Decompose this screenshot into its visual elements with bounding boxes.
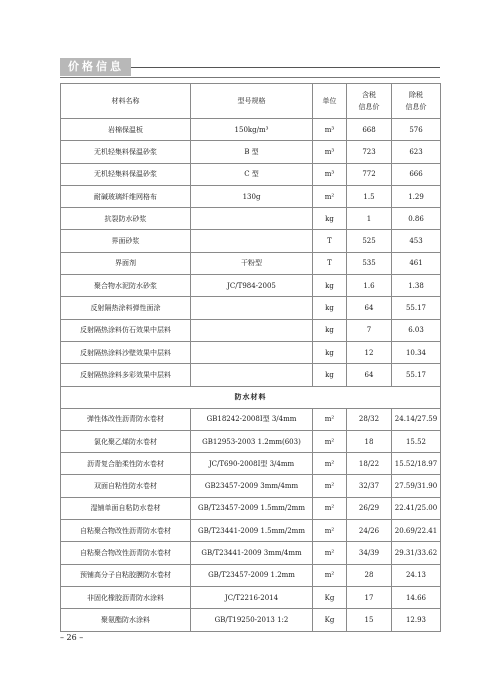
cell-notax-price: 12.93 (392, 609, 441, 631)
cell-spec (191, 208, 313, 230)
header-notax-line1: 除税 (409, 91, 423, 99)
cell-name: 弹性体改性沥青防水卷材 (61, 408, 191, 430)
cell-notax-price: 27.59/31.90 (392, 475, 441, 497)
cell-notax-price: 55.17 (392, 364, 441, 386)
cell-unit: T (313, 252, 347, 274)
price-table (60, 83, 441, 632)
cell-name: 非固化橡胶沥青防水涂料 (61, 586, 191, 608)
cell-name: 界面剂 (61, 252, 191, 274)
cell-notax-price: 576 (392, 119, 441, 141)
cell-unit: kg (313, 275, 347, 297)
table-row (61, 141, 441, 163)
table-row (61, 609, 441, 631)
cell-tax-price: 64 (347, 297, 392, 319)
cell-tax-price: 1.5 (347, 185, 392, 207)
table-row (61, 497, 441, 519)
table-row (61, 185, 441, 207)
table-row (61, 520, 441, 542)
table-row (61, 341, 441, 363)
cell-name: 自粘聚合物改性沥青防水卷材 (61, 542, 191, 564)
cell-name: 岩棉保温板 (61, 119, 191, 141)
table-row (61, 475, 441, 497)
cell-unit: kg (313, 297, 347, 319)
header-unit: 单位 (313, 84, 347, 119)
cell-name: 无机轻集料保温砂浆 (61, 163, 191, 185)
table-row (61, 275, 441, 297)
cell-tax-price: 668 (347, 119, 392, 141)
cell-notax-price: 453 (392, 230, 441, 252)
cell-notax-price: 10.34 (392, 341, 441, 363)
cell-name: 聚合物水泥防水砂浆 (61, 275, 191, 297)
cell-notax-price: 29.31/33.62 (392, 542, 441, 564)
cell-unit: kg (313, 364, 347, 386)
cell-notax-price: 24.13 (392, 564, 441, 586)
cell-notax-price: 24.14/27.59 (392, 408, 441, 430)
cell-spec (191, 297, 313, 319)
cell-name: 预铺高分子自粘胶膜防水卷材 (61, 564, 191, 586)
page-number: – 26 – (60, 633, 84, 642)
cell-unit: kg (313, 341, 347, 363)
cell-unit: m² (313, 453, 347, 475)
cell-spec: B 型 (191, 141, 313, 163)
cell-tax-price: 32/37 (347, 475, 392, 497)
cell-spec: GB23457-2009 3mm/4mm (191, 475, 313, 497)
section-label: 防水材料 (61, 386, 441, 408)
header-notax-line2: 信息价 (405, 103, 427, 111)
table-row (61, 586, 441, 608)
cell-spec: GB/T23441-2009 3mm/4mm (191, 542, 313, 564)
cell-spec: 130g (191, 185, 313, 207)
cell-name: 氯化聚乙烯防水卷材 (61, 430, 191, 452)
table-row (61, 319, 441, 341)
cell-unit: m³ (313, 163, 347, 185)
table-row (61, 252, 441, 274)
cell-tax-price: 525 (347, 230, 392, 252)
cell-spec (191, 319, 313, 341)
cell-spec: JC/T2216-2014 (191, 586, 313, 608)
cell-spec: GB/T23441-2009 1.5mm/2mm (191, 520, 313, 542)
header-tax-line1: 含税 (362, 91, 376, 99)
cell-unit: m² (313, 475, 347, 497)
cell-tax-price: 535 (347, 252, 392, 274)
header-spec: 型号规格 (191, 84, 313, 119)
cell-spec: GB/T19250-2013 1:2 (191, 609, 313, 631)
table-row (61, 297, 441, 319)
cell-unit: m² (313, 520, 347, 542)
cell-unit: m² (313, 497, 347, 519)
cell-tax-price: 1.6 (347, 275, 392, 297)
cell-name: 无机轻集料保温砂浆 (61, 141, 191, 163)
cell-name: 界面砂浆 (61, 230, 191, 252)
cell-tax-price: 64 (347, 364, 392, 386)
cell-notax-price: 6.03 (392, 319, 441, 341)
cell-unit: m² (313, 408, 347, 430)
cell-notax-price: 0.86 (392, 208, 441, 230)
cell-unit: Kg (313, 586, 347, 608)
cell-tax-price: 18/22 (347, 453, 392, 475)
header-divider-thin (60, 77, 440, 78)
table-body-waterproof (61, 408, 441, 631)
cell-spec: GB18242-2008Ⅰ型 3/4mm (191, 408, 313, 430)
cell-tax-price: 723 (347, 141, 392, 163)
table-row (61, 408, 441, 430)
cell-unit: m² (313, 185, 347, 207)
cell-unit: m² (313, 430, 347, 452)
cell-unit: Kg (313, 609, 347, 631)
cell-name: 反射隔热涂料弹性面涂 (61, 297, 191, 319)
section-title: 价格信息 (60, 58, 131, 76)
cell-spec: GB/T23457-2009 1.2mm (191, 564, 313, 586)
cell-tax-price: 7 (347, 319, 392, 341)
table-row (61, 230, 441, 252)
cell-spec: GB12953-2003 1.2mm(603) (191, 430, 313, 452)
cell-tax-price: 12 (347, 341, 392, 363)
cell-tax-price: 28/32 (347, 408, 392, 430)
cell-tax-price: 34/39 (347, 542, 392, 564)
cell-notax-price: 1.38 (392, 275, 441, 297)
table-row (61, 430, 441, 452)
cell-tax-price: 17 (347, 586, 392, 608)
cell-name: 沥青复合胎柔性防水卷材 (61, 453, 191, 475)
cell-name: 聚氨酯防水涂料 (61, 609, 191, 631)
cell-name: 反射隔热涂料沙壁效果中层料 (61, 341, 191, 363)
cell-unit: m³ (313, 141, 347, 163)
table-body-insulation (61, 119, 441, 387)
cell-notax-price: 1.29 (392, 185, 441, 207)
header-tax-line2: 信息价 (358, 103, 380, 111)
cell-spec: 150kg/m³ (191, 119, 313, 141)
cell-spec: JC/T984-2005 (191, 275, 313, 297)
cell-notax-price: 22.41/25.00 (392, 497, 441, 519)
cell-tax-price: 18 (347, 430, 392, 452)
table-section-waterproof (61, 386, 441, 408)
cell-notax-price: 15.52/18.97 (392, 453, 441, 475)
cell-notax-price: 623 (392, 141, 441, 163)
table-row (61, 364, 441, 386)
cell-tax-price: 24/26 (347, 520, 392, 542)
cell-notax-price: 55.17 (392, 297, 441, 319)
cell-name: 反射隔热涂料仿石效果中层料 (61, 319, 191, 341)
header-tax-price (347, 84, 392, 119)
table-row (61, 542, 441, 564)
table-row (61, 564, 441, 586)
cell-spec (191, 364, 313, 386)
cell-unit: m² (313, 564, 347, 586)
cell-spec: GB/T23457-2009 1.5mm/2mm (191, 497, 313, 519)
table-row (61, 208, 441, 230)
table-row (61, 119, 441, 141)
cell-notax-price: 666 (392, 163, 441, 185)
cell-spec: JC/T690-2008Ⅰ型 3/4mm (191, 453, 313, 475)
cell-name: 双面自粘性防水卷材 (61, 475, 191, 497)
cell-notax-price: 14.66 (392, 586, 441, 608)
cell-tax-price: 15 (347, 609, 392, 631)
header-name: 材料名称 (61, 84, 191, 119)
cell-unit: kg (313, 208, 347, 230)
table-header-row (61, 84, 441, 119)
cell-name: 抗裂防水砂浆 (61, 208, 191, 230)
cell-name: 湿铺单面自粘防水卷材 (61, 497, 191, 519)
header-notax-price (392, 84, 441, 119)
cell-name: 反射隔热涂料多彩效果中层料 (61, 364, 191, 386)
cell-unit: m³ (313, 119, 347, 141)
cell-tax-price: 28 (347, 564, 392, 586)
cell-tax-price: 1 (347, 208, 392, 230)
cell-name: 自粘聚合物改性沥青防水卷材 (61, 520, 191, 542)
table-row (61, 453, 441, 475)
cell-unit: m² (313, 542, 347, 564)
cell-notax-price: 461 (392, 252, 441, 274)
cell-spec (191, 341, 313, 363)
cell-unit: kg (313, 319, 347, 341)
cell-name: 耐碱玻璃纤维网格布 (61, 185, 191, 207)
cell-tax-price: 26/29 (347, 497, 392, 519)
cell-spec: 干粉型 (191, 252, 313, 274)
section-row (61, 386, 441, 408)
cell-spec (191, 230, 313, 252)
cell-unit: T (313, 230, 347, 252)
cell-spec: C 型 (191, 163, 313, 185)
cell-notax-price: 20.69/22.41 (392, 520, 441, 542)
header-divider (131, 67, 440, 68)
table-row (61, 163, 441, 185)
cell-tax-price: 772 (347, 163, 392, 185)
cell-notax-price: 15.52 (392, 430, 441, 452)
